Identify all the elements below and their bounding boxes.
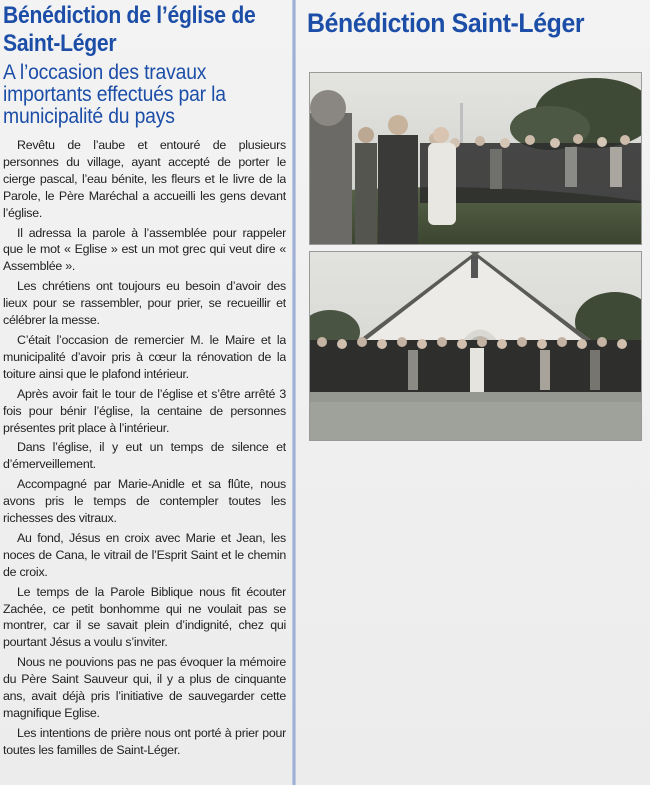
article-column [3,2,286,782]
paragraph: Nous ne pouvions pas ne pas évoquer la mémoire du Père Saint Sauveur qui, il y a plus de cinquante ans, avait déjà pris l’initiative de sauvegarder cette magnifique Eglise. [3,655,286,720]
paragraph: C’était l’occasion de remercier M. le Maire et la municipalité d’avoir pris à cœur la rénovation de la toiture ainsi que le plafond intérieur. [3,332,286,381]
paragraph: Revêtu de l’aube et entouré de plusieurs personnes du village, ayant accepté de porter le cierge pascal, l’eau bénite, les fleurs et le livre de la Parole, le Père Maréchal a accueilli les gens devant l’église. [3,138,286,220]
photo-blessing-crowd-image [310,73,641,244]
paragraph: Au fond, Jésus en croix avec Marie et Jean, les noces de Cana, le vitrail de l’Esprit Saint et le chemin de croix. [3,530,286,579]
photo-church-group [310,252,641,440]
paragraph: Les intentions de prière nous ont porté à prier pour toutes les familles de Saint-Léger. [3,725,286,757]
paragraph: Après avoir fait le tour de l’église et s’être arrêté 3 fois pour bénir l’église, la centaine de personnes présentes prit place à l’intérieur. [3,386,286,435]
paragraph: Le temps de la Parole Biblique nous fit écouter Zachée, ce petit bonhomme qui ne voulait pas se montrer, car il se savait plein d’indignité, chez qui pourtant Jésus a voulu s’inviter. [3,584,286,650]
paragraph: Dans l’église, il y eut un temps de silence et d’émerveillement. [3,440,286,472]
paragraph: Accompagné par Marie-Anidle et sa flûte, nous avons pris le temps de contempler toutes les richesses des vitraux. [3,477,286,526]
article-title: Bénédiction de l’église de Saint-Léger [3,2,256,57]
photo-blessing-crowd [310,73,641,244]
article-subtitle: A l’occasion des travaux importants effectués par la municipalité du pays [3,60,226,128]
article-body [3,137,286,759]
paragraph: Il adressa la parole à l’assemblée pour rappeler que le mot « Eglise » est un mot grec qui veut dire « Assemblée ». [3,225,286,274]
photo-church-group-image [310,252,641,440]
sidebar-title: Bénédiction Saint-Léger [307,8,585,38]
column-divider [292,0,296,785]
paragraph: Les chrétiens ont toujours eu besoin d’avoir des lieux pour se rassembler, pour prier, se recueillir et célébrer la messe. [3,279,286,328]
